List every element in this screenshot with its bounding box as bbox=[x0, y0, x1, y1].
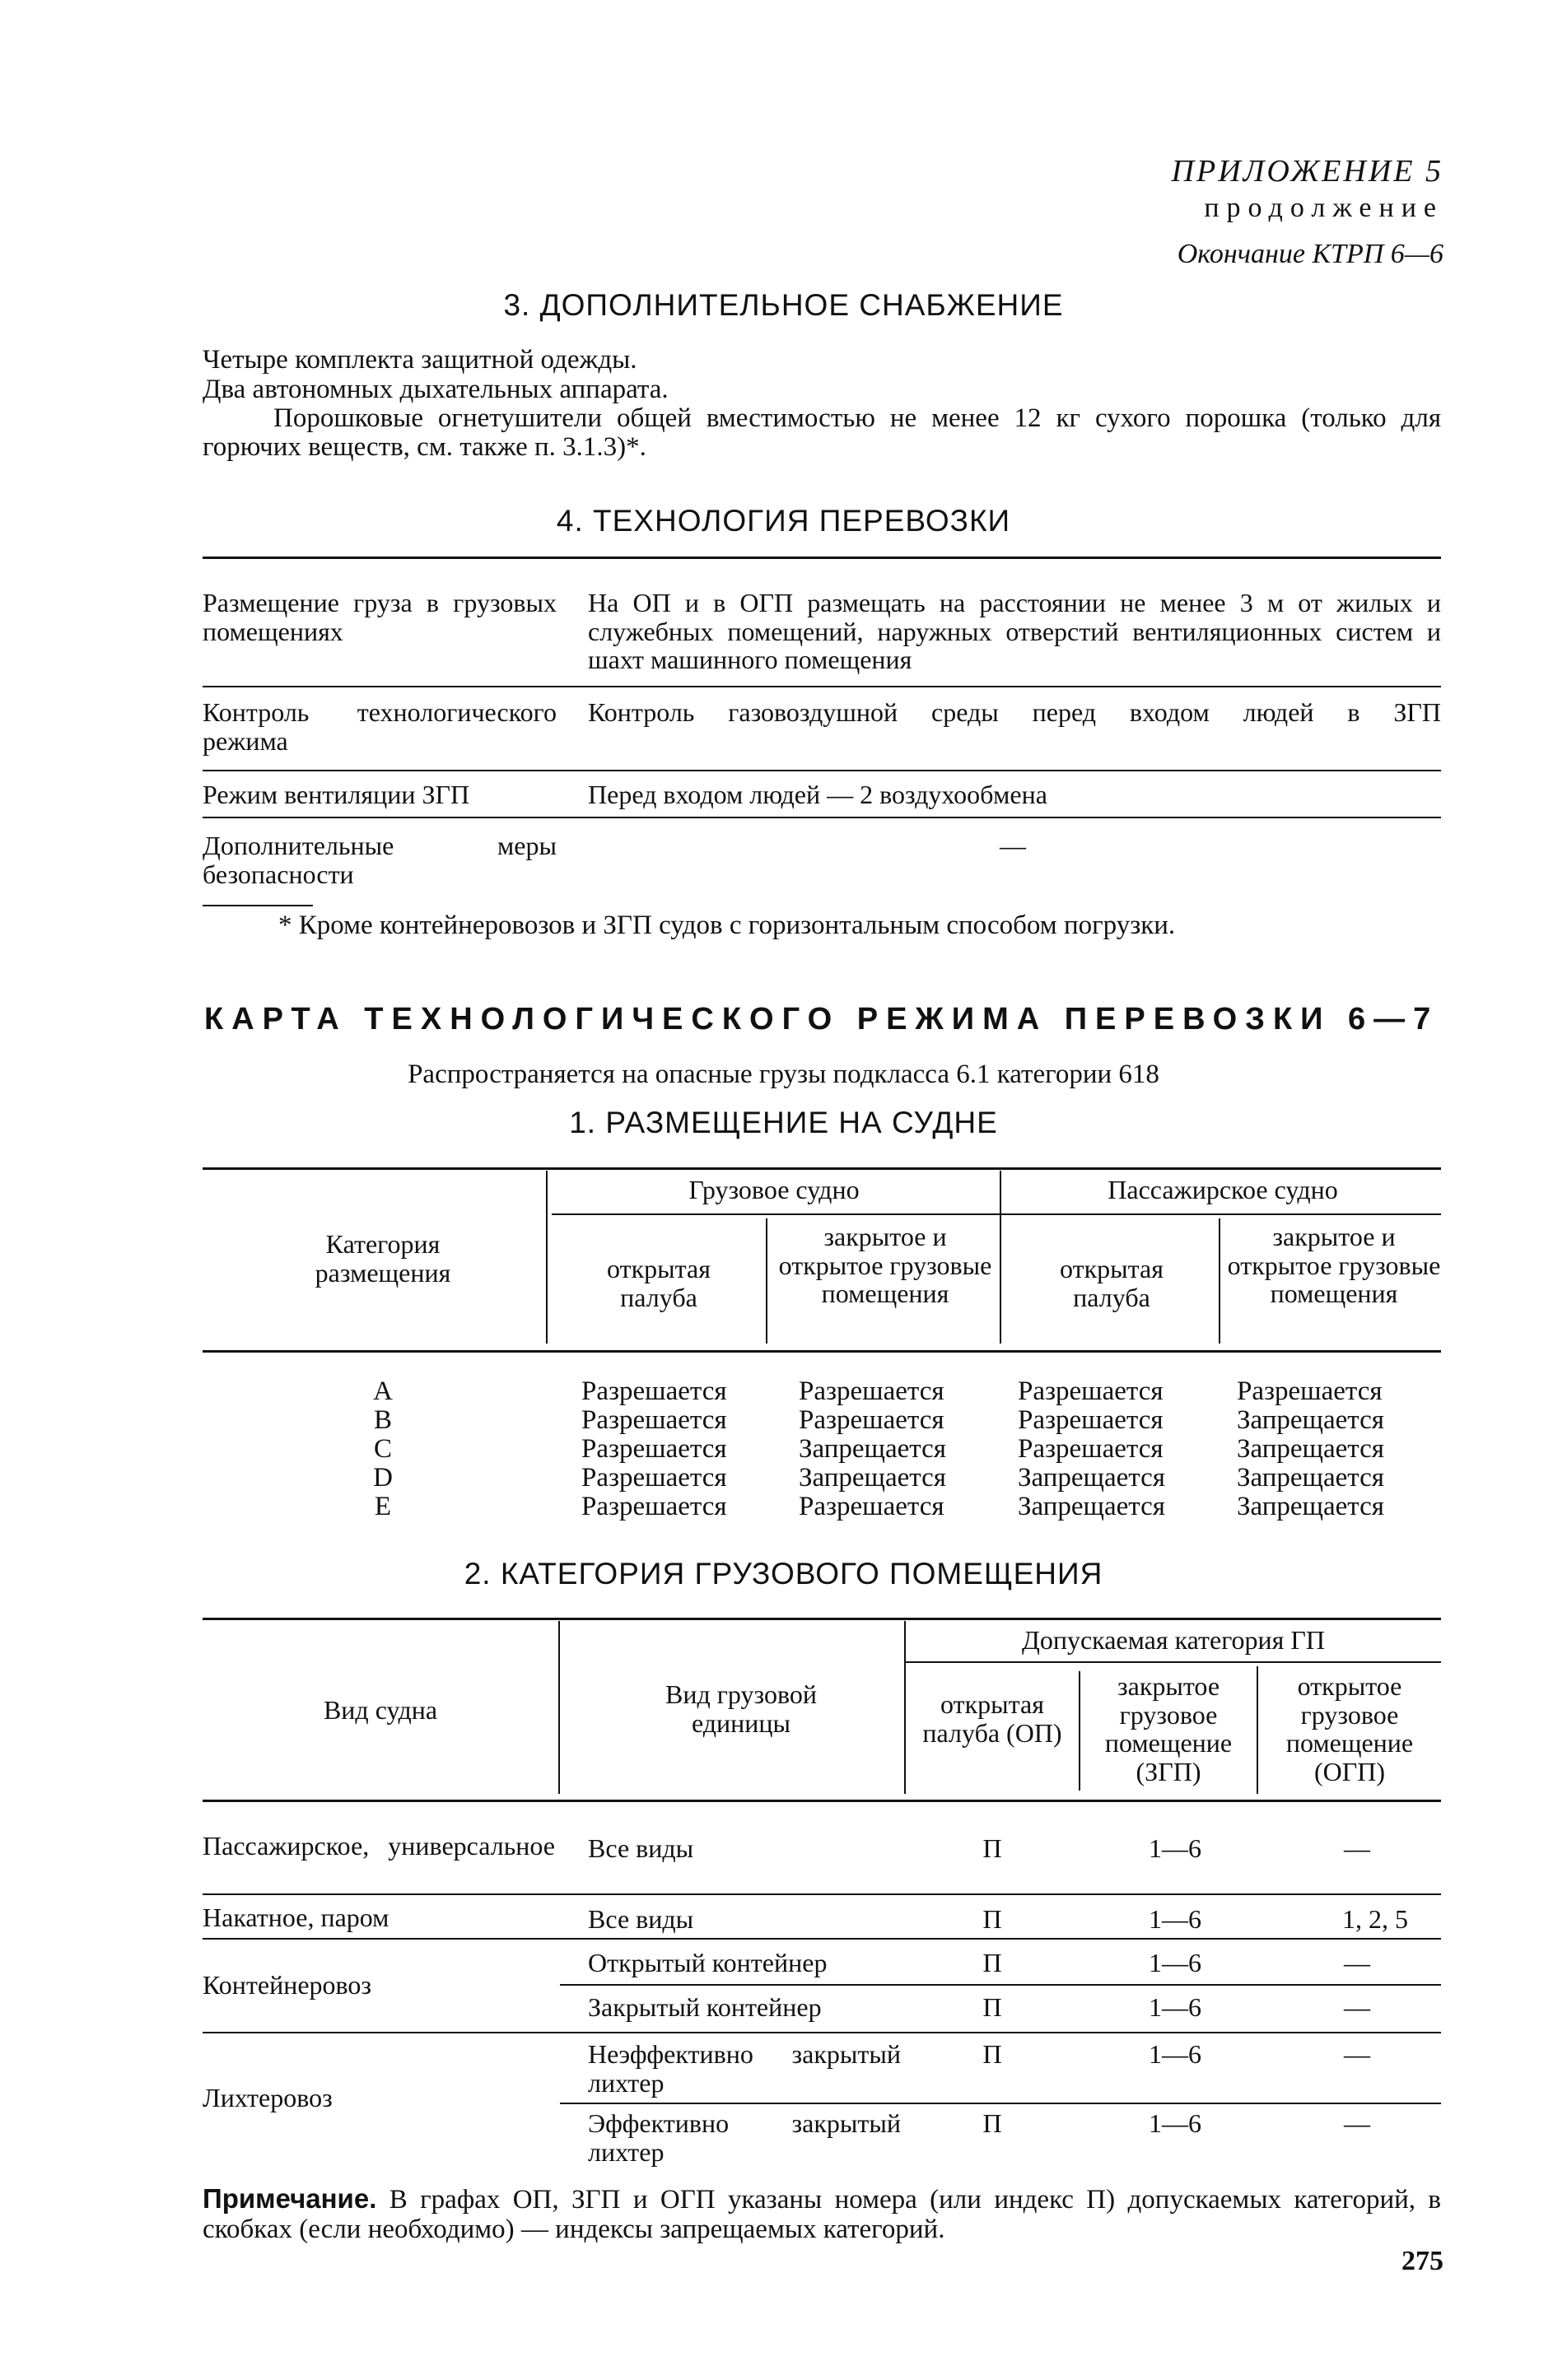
placement-cell: Разрешается bbox=[799, 1376, 944, 1406]
placement-cell: A bbox=[373, 1376, 393, 1406]
table-rule bbox=[203, 817, 1441, 818]
footnote: * Кроме контейнеровозов и ЗГП судов с горизонтальным способом погрузки. bbox=[278, 911, 1176, 940]
placement-cell: E bbox=[374, 1492, 392, 1521]
zgp-cell: 1—6 bbox=[1149, 2039, 1201, 2069]
supply-line: Четыре комплекта защитной одежды. bbox=[203, 345, 637, 375]
table-rule bbox=[203, 686, 1441, 687]
header-op: открытая палуба (ОП) bbox=[922, 1689, 1062, 1748]
table-rule bbox=[906, 1661, 1441, 1663]
tech-value: Контроль газовоздушной среды перед входом людей в ЗГП bbox=[588, 697, 1441, 727]
zgp-cell: 1—6 bbox=[1149, 1992, 1201, 2022]
placement-cell: Разрешается bbox=[799, 1405, 944, 1435]
table-rule bbox=[203, 1800, 1441, 1802]
note-text: В графах ОП, ЗГП и ОГП указаны номера (или индекс П) допускаемых категорий, в скобках (если необходимо) — индексы запрещаемых категорий. bbox=[203, 2185, 1442, 2245]
placement-cell: Запрещается bbox=[799, 1463, 946, 1493]
table-rule bbox=[766, 1218, 767, 1344]
placement-cell: Разрешается bbox=[1018, 1376, 1164, 1406]
karta-subtitle: Распространяется на опасные грузы подкласса 6.1 категории 618 bbox=[408, 1060, 1159, 1089]
section3-title: 3. ДОПОЛНИТЕЛЬНОЕ СНАБЖЕНИЕ bbox=[503, 288, 1064, 322]
table-rule bbox=[203, 557, 1441, 559]
header-passenger-vessel: Пассажирское судно bbox=[1108, 1175, 1338, 1204]
section-ending-label: Окончание КТРП 6—6 bbox=[1177, 239, 1443, 269]
supply-line: Два автономных дыхательных аппарата. bbox=[203, 375, 669, 404]
table-rule bbox=[203, 1167, 1441, 1170]
table-rule bbox=[560, 1984, 1441, 1986]
op-cell: П bbox=[982, 2108, 1002, 2138]
placement-cell: Разрешается bbox=[799, 1492, 944, 1521]
zgp-cell: 1—6 bbox=[1149, 1833, 1201, 1863]
table-rule bbox=[203, 2032, 1441, 2033]
cargo-closed-column bbox=[799, 1377, 996, 1521]
tech-value: На ОП и в ОГП размещать на расстоянии не менее 3 м от жилых и служебных помещений, наружных отверстий вентиляционных систем и шахт машинного помещения bbox=[588, 588, 1441, 675]
header-closed-space: закрытое и открытое грузовые помещения bbox=[778, 1222, 992, 1309]
karta-title: КАРТА ТЕХНОЛОГИЧЕСКОГО РЕЖИМА ПЕРЕВОЗКИ 6—7 bbox=[204, 1002, 1439, 1036]
placement-cell: Разрешается bbox=[581, 1376, 727, 1406]
placement-cell: C bbox=[373, 1434, 392, 1464]
table-rule bbox=[1219, 1218, 1220, 1344]
page-number: 275 bbox=[1401, 2246, 1443, 2276]
header-cargo-vessel: Грузовое судно bbox=[688, 1175, 860, 1204]
placement-cell: B bbox=[373, 1405, 392, 1435]
placement-title: 1. РАЗМЕЩЕНИЕ НА СУДНЕ bbox=[569, 1106, 998, 1139]
vessel-label: Пассажирское, универсальное bbox=[203, 1831, 555, 1861]
table-rule bbox=[203, 1350, 1441, 1353]
header-open-deck: открытая палуба bbox=[1060, 1254, 1164, 1312]
op-cell: П bbox=[982, 1992, 1002, 2022]
zgp-cell: 1—6 bbox=[1149, 1948, 1201, 1977]
placement-cell: Запрещается bbox=[1018, 1463, 1165, 1493]
appendix-heading: ПРИЛОЖЕНИЕ 5 bbox=[1171, 154, 1443, 189]
placement-cell: Запрещается bbox=[1237, 1492, 1384, 1521]
op-cell: П bbox=[982, 1948, 1002, 1977]
tech-label: Контроль технологического режима bbox=[203, 697, 557, 756]
table-note bbox=[203, 2184, 1441, 2245]
tech-value: Перед входом людей — 2 воздухообмена bbox=[588, 780, 1047, 809]
cargo-open-column bbox=[581, 1377, 779, 1521]
ogp-cell: — bbox=[1344, 1992, 1370, 2022]
passenger-open-column bbox=[1018, 1377, 1215, 1521]
section4-title: 4. ТЕХНОЛОГИЯ ПЕРЕВОЗКИ bbox=[556, 504, 1011, 538]
cargo-unit-cell: Неэффективно закрытый лихтер bbox=[588, 2039, 901, 2098]
table-rule bbox=[203, 1938, 1441, 1940]
zgp-cell: 1—6 bbox=[1149, 2108, 1201, 2138]
placement-cell: Запрещается bbox=[1237, 1405, 1384, 1435]
table-rule bbox=[203, 1618, 1441, 1620]
placement-cell: Разрешается bbox=[1018, 1405, 1164, 1435]
placement-cell: D bbox=[373, 1463, 393, 1493]
zgp-cell: 1—6 bbox=[1149, 1904, 1201, 1934]
placement-cell: Запрещается bbox=[799, 1434, 946, 1464]
ogp-cell: 1, 2, 5 bbox=[1342, 1904, 1408, 1934]
note-label: Примечание. bbox=[203, 2183, 377, 2214]
tech-label: Дополнительные меры безопасности bbox=[203, 831, 557, 889]
tech-label: Режим вентиляции ЗГП bbox=[203, 780, 470, 809]
placement-cell: Запрещается bbox=[1237, 1463, 1384, 1493]
table-rule bbox=[558, 1621, 560, 1794]
placement-cell: Разрешается bbox=[1237, 1376, 1383, 1406]
header-zgp: закрытое грузовое помещение (ЗГП) bbox=[1104, 1671, 1233, 1786]
cargo-unit-cell: Все виды bbox=[588, 1904, 694, 1934]
header-vessel-type: Вид судна bbox=[323, 1695, 438, 1725]
header-open-deck: открытая палуба bbox=[607, 1254, 711, 1312]
cargo-space-title: 2. КАТЕГОРИЯ ГРУЗОВОГО ПОМЕЩЕНИЯ bbox=[464, 1557, 1103, 1591]
cargo-unit-cell: Все виды bbox=[588, 1833, 694, 1863]
tech-value: — bbox=[1000, 831, 1026, 860]
cargo-unit-cell: Закрытый контейнер bbox=[588, 1992, 822, 2022]
placement-cell: Разрешается bbox=[1018, 1434, 1164, 1464]
placement-cell: Разрешается bbox=[581, 1463, 727, 1493]
ogp-cell: — bbox=[1344, 1948, 1370, 1977]
header-closed-space: закрытое и открытое грузовые помещения bbox=[1227, 1222, 1441, 1309]
op-cell: П bbox=[982, 1904, 1002, 1934]
ogp-cell: — bbox=[1344, 2108, 1370, 2138]
cargo-unit-cell: Эффективно закрытый лихтер bbox=[588, 2108, 901, 2167]
footnote-rule bbox=[203, 905, 313, 906]
header-ogp: открытое грузовое помещение (ОГП) bbox=[1285, 1671, 1414, 1786]
header-category: Категория размещения bbox=[315, 1229, 451, 1288]
op-cell: П bbox=[982, 2039, 1002, 2069]
table-rule bbox=[546, 1171, 548, 1344]
category-column bbox=[362, 1377, 403, 1521]
cargo-unit-cell: Открытый контейнер bbox=[588, 1948, 828, 1977]
placement-cell: Запрещается bbox=[1237, 1434, 1384, 1464]
table-rule bbox=[560, 2103, 1441, 2104]
placement-cell: Разрешается bbox=[581, 1492, 727, 1521]
ogp-cell: — bbox=[1344, 2039, 1370, 2069]
supply-line: Порошковые огнетушители общей вместимостью не менее 12 кг сухого порошка (только для горючих веществ, см. также п. 3.1.3)*. bbox=[203, 403, 1441, 463]
vessel-label: Лихтеровоз bbox=[203, 2083, 333, 2112]
continued-label: продолжение bbox=[1204, 193, 1443, 223]
header-cargo-unit: Вид грузовой единицы bbox=[665, 1679, 817, 1738]
placement-cell: Разрешается bbox=[581, 1405, 727, 1435]
op-cell: П bbox=[982, 1833, 1002, 1863]
passenger-closed-column bbox=[1237, 1377, 1434, 1521]
header-allowed-category: Допускаемая категория ГП bbox=[1022, 1625, 1325, 1655]
placement-cell: Запрещается bbox=[1018, 1492, 1165, 1521]
table-rule bbox=[1000, 1171, 1001, 1344]
table-rule bbox=[552, 1213, 1441, 1215]
placement-cell: Разрешается bbox=[581, 1434, 727, 1464]
table-rule bbox=[203, 770, 1441, 771]
vessel-label: Контейнеровоз bbox=[203, 1970, 372, 2000]
vessel-label: Накатное, паром bbox=[203, 1903, 389, 1932]
ogp-cell: — bbox=[1344, 1833, 1370, 1863]
table-rule bbox=[203, 1893, 1441, 1895]
tech-label: Размещение груза в грузовых помещениях bbox=[203, 588, 557, 646]
